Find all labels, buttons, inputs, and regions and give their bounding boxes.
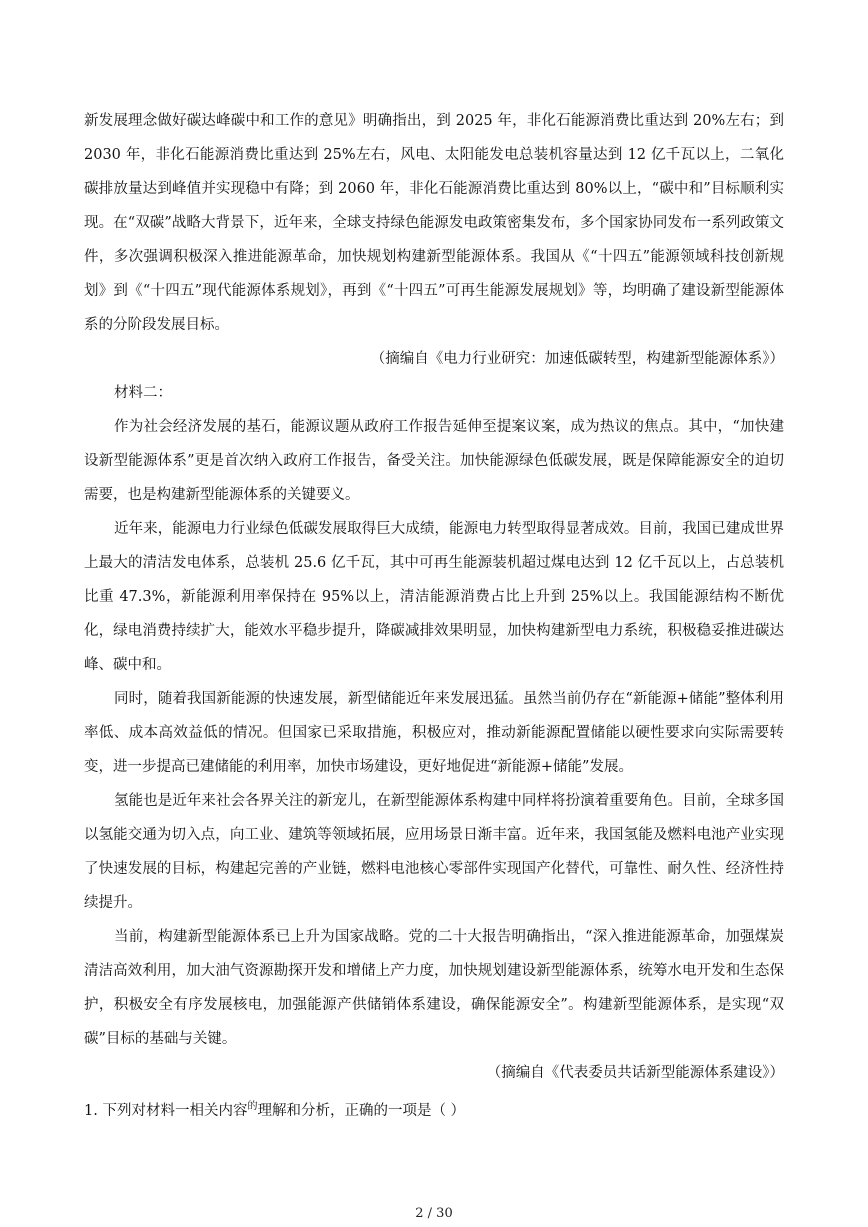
paragraph-material2-4: 氢能也是近年来社会各界关注的新宠儿，在新型能源体系构建中同样将扮演着重要角色。目前，全球多国以氢能交通为切入点，向工业、建筑等领域拓展，应用场景日渐丰富。近年来，我国氢能及燃料电池产业实现了快速发展的目标，构建起完善的产业链，燃料电池核心零部件实现国产化替代，可靠性、耐久性、经济性持续提升。 <box>84 793 784 911</box>
question-1-small-char: 的 <box>247 1101 258 1113</box>
question-1 <box>84 1094 784 1128</box>
document-body <box>84 104 784 1128</box>
question-1-prefix: 1. 下列对材料一相关内容 <box>84 1103 248 1119</box>
paragraph-material2-2: 近年来，能源电力行业绿色低碳发展取得巨大成绩，能源电力转型取得显著成效。目前，我国已建成世界上最大的清洁发电体系，总装机 25.6 亿千瓦，其中可再生能源装机超过煤电达到 12 亿千瓦以上，占总装机比重 47.3%，新能源利用率保持在 95%以上，清洁能源消费占比上升到 25%以上。我国能源结构不断优化，绿电消费持续扩大，能效水平稳步提升，降碳减排效果明显，加快构建新型电力系统，积极稳妥推进碳达峰、碳中和。 <box>84 521 784 673</box>
source-citation-1: （摘编自《电力行业研究：加速低碳转型，构建新型能源体系》） <box>370 351 784 367</box>
page-number: 2 / 30 <box>415 1206 453 1221</box>
question-1-suffix: 理解和分析，正确的一项是（ ） <box>257 1103 466 1119</box>
paragraph-material2-1: 作为社会经济发展的基石，能源议题从政府工作报告延伸至提案议案，成为热议的焦点。其中，“加快建设新型能源体系”更是首次纳入政府工作报告，备受关注。加快能源绿色低碳发展，既是保障能源安全的迫切需要，也是构建新型能源体系的关键要义。 <box>84 419 784 503</box>
paragraph-material2-3: 同时，随着我国新能源的快速发展，新型储能近年来发展迅猛。虽然当前仍存在“新能源+储能”整体利用率低、成本高效益低的情况。但国家已采取措施，积极应对，推动新能源配置储能以硬性要求向实际需要转变，进一步提高已建储能的利用率，加快市场建设，更好地促进“新能源+储能”发展。 <box>84 691 784 775</box>
paragraph-material2-5: 当前，构建新型能源体系已上升为国家战略。党的二十大报告明确指出，“深入推进能源革命，加强煤炭清洁高效利用，加大油气资源勘探开发和增储上产力度，加快规划建设新型能源体系，统筹水电开发和生态保护，积极安全有序发展核电，加强能源产供储销体系建设，确保能源安全”。构建新型能源体系，是实现“双碳”目标的基础与关键。 <box>84 929 784 1047</box>
material2-heading: 材料二： <box>114 385 172 401</box>
paragraph-material1-continued: 新发展理念做好碳达峰碳中和工作的意见》明确指出，到 2025 年，非化石能源消费比重达到 20%左右；到 2030 年，非化石能源消费比重达到 25%左右，风电、太阳能发电总装机容量达到 12 亿千瓦以上，二氧化碳排放量达到峰值并实现稳中有降；到 2060 年，非化石能源消费比重达到 80%以上，“碳中和”目标顺利实现。在“双碳”战略大背景下，近年来，全球支持绿色能源发电政策密集发布，多个国家协同发布一系列政策文件，多次强调积极深入推进能源革命，加快规划构建新型能源体系。我国从《“十四五”能源领域科技创新规划》到《“十四五”现代能源体系规划》，再到《“十四五”可再生能源发展规划》等，均明确了建设新型能源体系的分阶段发展目标。 <box>84 113 784 333</box>
source-citation-2: （摘编自《代表委员共话新型能源体系建设》） <box>486 1065 784 1081</box>
